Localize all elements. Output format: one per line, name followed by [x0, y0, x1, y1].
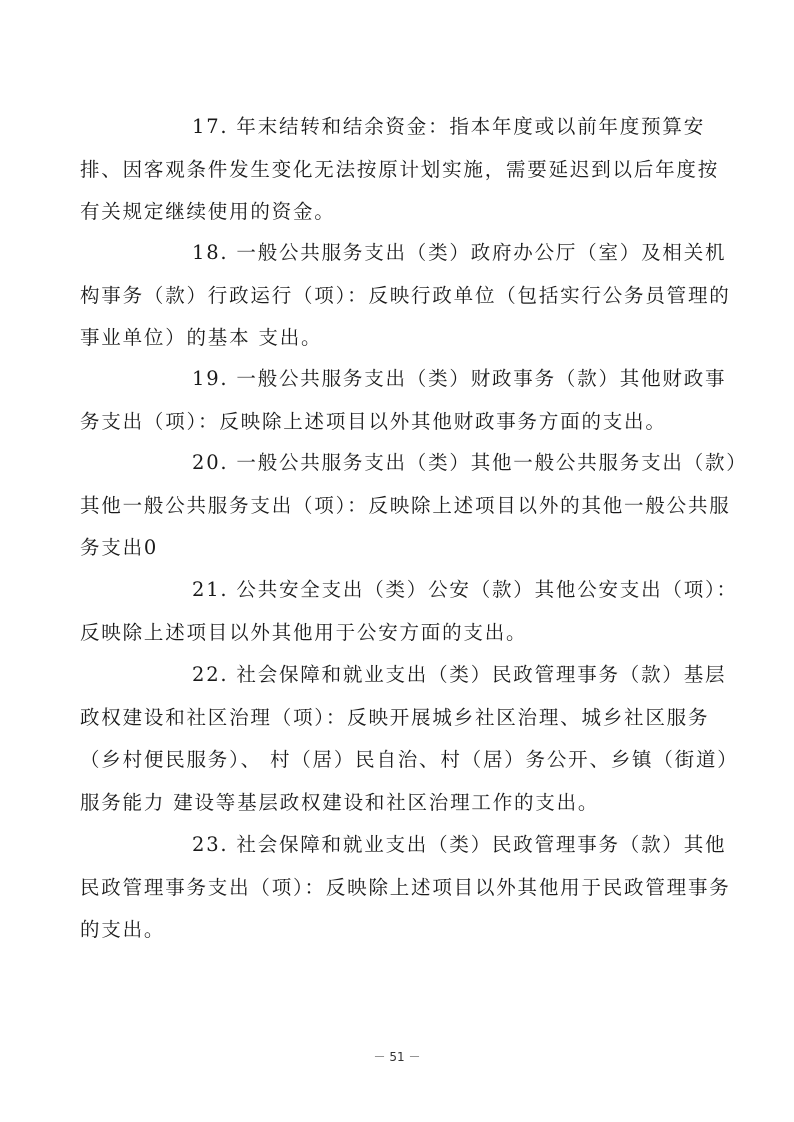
paragraph-17: 17. 年末结转和结余资金：指本年度或以前年度预算安排、因客观条件发生变化无法按原计划实施，需要延迟到以后年度按有关规定继续使用的资金。	[80, 115, 720, 223]
paragraph-23: 23. 社会保障和就业支出（类）民政管理事务（款）其他民政管理事务支出（项）：反映除上述项目以外其他用于民政管理事务的支出。	[80, 833, 731, 941]
page-number: － 51 －	[373, 1050, 421, 1064]
paragraph-20: 20. 一般公共服务支出（类）其他一般公共服务支出（款）其他一般公共服务支出（项）：反映除上述项目以外的其他一般公共服务支出0	[80, 451, 738, 559]
paragraph-18: 18. 一般公共服务支出（类）政府办公厅（室）及相关机构事务（款）行政运行（项）：反映行政单位（包括实行公务员管理的事业单位）的基本 支出。	[80, 241, 731, 349]
paragraph-21: 21. 公共安全支出（类）公安（款）其他公安支出（项）：反映除上述项目以外其他用于公安方面的支出。	[80, 578, 738, 644]
paragraph-19: 19. 一般公共服务支出（类）财政事务（款）其他财政事务支出（项）：反映除上述项目以外其他财政事务方面的支出。	[80, 367, 727, 433]
paragraph-22: 22. 社会保障和就业支出（类）民政管理事务（款）基层政权建设和社区治理（项）：反映开展城乡社区治理、城乡社区服务（乡村便民服务）、 村（居）民自治、村（居）务公开、乡镇（街道）服务能力 建设等基层政权建设和社区治理工作的支出。	[80, 663, 739, 814]
